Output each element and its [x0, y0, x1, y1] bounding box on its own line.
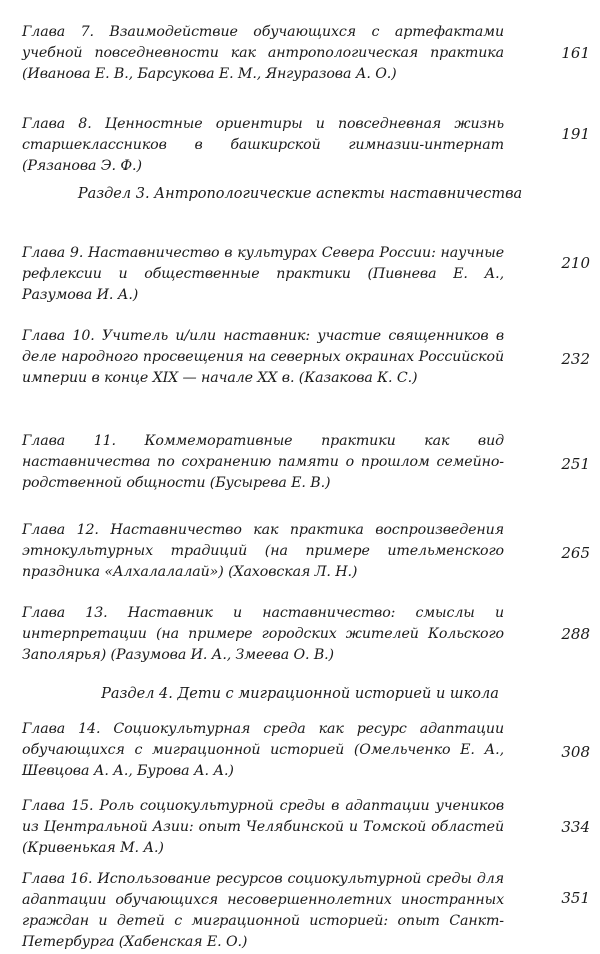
- toc-entry-title: Глава 12. Наставничество как практика воспроизведения этнокультурных традиций (на примере ительменского праздника «Алхалалалай») (Хаховская Л. Н.): [22, 522, 504, 580]
- toc-entry-page-number: 191: [561, 125, 590, 143]
- toc-entry-title: Глава 16. Использование ресурсов социокультурной среды для адаптации обучающихся несовершеннолетних иностранных граждан и детей с миграционной историей: опыт Санкт-Петербурга (Хабенская Е. О.): [22, 871, 504, 950]
- toc-entry-chapter-9[interactable]: [22, 243, 590, 306]
- toc-entry-title: Глава 15. Роль социокультурной среды в адаптации учеников из Центральной Азии: опыт Челябинской и Томской областей (Кривенькая М. А.): [22, 798, 504, 856]
- toc-entry-page-number: 210: [561, 254, 590, 272]
- toc-entry-chapter-8[interactable]: [22, 114, 590, 177]
- toc-entry-title: Глава 9. Наставничество в культурах Севера России: научные рефлексии и общественные практики (Пивнева Е. А., Разумова И. А.): [22, 245, 504, 303]
- toc-entry-title: Глава 8. Ценностные ориентиры и повседневная жизнь старшеклассников в башкирской гимназии-интернат (Рязанова Э. Ф.): [22, 116, 504, 174]
- toc-entry-chapter-16[interactable]: [22, 869, 590, 953]
- toc-entry-chapter-13[interactable]: [22, 603, 590, 666]
- toc-entry-chapter-14[interactable]: [22, 719, 590, 782]
- toc-entry-page-number: 232: [561, 350, 590, 368]
- toc-entry-title: Глава 10. Учитель и/или наставник: участие священников в деле народного просвещения на северных окраинах Российской империи в конце XIX — начале XX в. (Казакова К. С.): [22, 328, 504, 386]
- toc-entry-chapter-10[interactable]: [22, 326, 590, 389]
- toc-entry-chapter-11[interactable]: [22, 431, 590, 494]
- toc-entry-page-number: 161: [561, 44, 590, 62]
- toc-entry-chapter-12[interactable]: [22, 520, 590, 583]
- toc-entry-page-number: 308: [561, 743, 590, 761]
- toc-entry-page-number: 265: [561, 544, 590, 562]
- section-heading-3: Раздел 3. Антропологические аспекты наставничества: [77, 186, 523, 202]
- toc-entry-title: Глава 13. Наставник и наставничество: смыслы и интерпретации (на примере городских жителей Кольского Заполярья) (Разумова И. А., Змеева О. В.): [22, 605, 504, 663]
- toc-entry-title: Глава 11. Коммеморативные практики как вид наставничества по сохранению памяти о прошлом семейно-родственной общности (Бусырева Е. В.): [22, 433, 504, 491]
- section-heading-4: Раздел 4. Дети с миграционной историей и школа: [101, 686, 499, 702]
- toc-entry-page-number: 251: [561, 455, 590, 473]
- toc-entry-page-number: 334: [561, 818, 590, 836]
- toc-entry-title: Глава 7. Взаимодействие обучающихся с артефактами учебной повседневности как антропологическая практика (Иванова Е. В., Барсукова Е. М., Янгуразова А. О.): [22, 24, 504, 82]
- toc-entry-chapter-15[interactable]: [22, 796, 590, 859]
- toc-entry-page-number: 288: [561, 625, 590, 643]
- toc-entry-title: Глава 14. Социокультурная среда как ресурс адаптации обучающихся с миграционной историей (Омельченко Е. А., Шевцова А. А., Бурова А. А.): [22, 721, 504, 779]
- toc-entry-chapter-7[interactable]: [22, 22, 590, 85]
- toc-entry-page-number: 351: [561, 889, 590, 907]
